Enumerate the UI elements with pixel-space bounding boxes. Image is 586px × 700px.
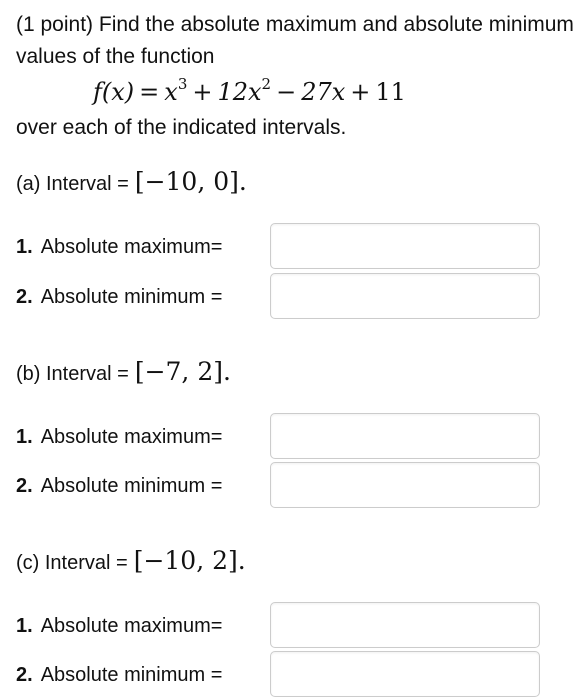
question-number: 1. [16, 426, 33, 448]
formula-equals: = [139, 78, 160, 106]
question-number: 2. [16, 664, 33, 686]
part-c-interval [16, 541, 246, 583]
formula-term-2: 12x [217, 78, 262, 106]
part-c-interval-value: [−10, 2]. [133, 546, 246, 575]
question-text: Absolute maximum= [40, 236, 223, 258]
function-formula [93, 76, 406, 108]
part-c-interval-label: (c) Interval = [16, 552, 128, 574]
formula-term-3: 27x [301, 78, 346, 106]
part-a-absolute-minimum-input[interactable] [270, 273, 540, 319]
part-c-absolute-minimum-input[interactable] [270, 651, 540, 697]
part-b-question-min [16, 462, 576, 510]
question-text: Absolute maximum= [40, 426, 223, 448]
part-a-question-min [16, 273, 576, 321]
question-text: Absolute maximum= [40, 615, 223, 637]
problem-intro: (1 point) Find the absolute maximum and absolute minimum values of the function [16, 13, 574, 68]
question-text: Absolute minimum = [40, 664, 223, 686]
part-c-question-min [16, 651, 576, 699]
part-b-interval-value: [−7, 2]. [134, 357, 231, 386]
part-a-max-label [16, 223, 222, 271]
question-number: 1. [16, 615, 33, 637]
formula-term-2-exponent: 2 [261, 75, 272, 93]
part-c-question-max [16, 602, 576, 650]
part-c-max-label [16, 602, 222, 650]
part-b-min-label [16, 462, 222, 510]
part-b-interval-label: (b) Interval = [16, 363, 129, 385]
part-a-question-max [16, 223, 576, 271]
formula-op-1: + [192, 78, 213, 106]
part-b-question-max [16, 413, 576, 461]
question-number: 1. [16, 236, 33, 258]
part-a-interval-value: [−10, 0]. [134, 167, 247, 196]
question-text: Absolute minimum = [40, 475, 223, 497]
question-number: 2. [16, 475, 33, 497]
part-b-absolute-minimum-input[interactable] [270, 462, 540, 508]
formula-lhs: f(x) [93, 78, 135, 106]
question-text: Absolute minimum = [40, 286, 223, 308]
part-a-interval [16, 162, 247, 204]
formula-term-1: x [164, 78, 178, 106]
formula-term-1-exponent: 3 [177, 75, 188, 93]
part-b-max-label [16, 413, 222, 461]
formula-op-3: + [350, 78, 371, 106]
question-number: 2. [16, 286, 33, 308]
part-a-min-label [16, 273, 222, 321]
part-c-absolute-maximum-input[interactable] [270, 602, 540, 648]
formula-term-4: 11 [375, 78, 406, 106]
part-c-min-label [16, 651, 222, 699]
part-a-interval-label: (a) Interval = [16, 173, 129, 195]
part-a-absolute-maximum-input[interactable] [270, 223, 540, 269]
problem-subtext: over each of the indicated intervals. [16, 116, 347, 139]
part-b-interval [16, 352, 231, 394]
part-b-absolute-maximum-input[interactable] [270, 413, 540, 459]
formula-op-2: − [276, 78, 297, 106]
